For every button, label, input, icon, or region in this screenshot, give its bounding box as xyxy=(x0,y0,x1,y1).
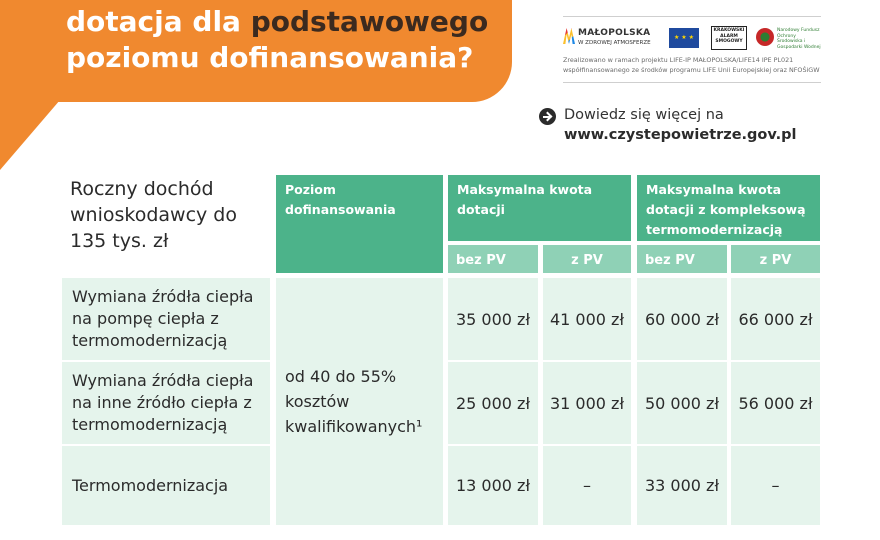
eu-flag-logo xyxy=(669,28,699,48)
value-r1-kompleks-bez-pv: 60 000 zł xyxy=(637,278,727,360)
krakowski-alarm-text: KRAKOWSKI ALARM SMOGOWY xyxy=(713,28,745,44)
header-poziom: Poziom dofinansowania xyxy=(276,175,443,273)
bubble-tail xyxy=(0,100,60,170)
malopolska-tagline: W ZDROWEJ ATMOSFERZE xyxy=(578,40,651,46)
subheader-z-pv-2: z PV xyxy=(731,245,820,273)
partner-divider-bottom xyxy=(563,82,821,83)
heading-line1-normal: dotacja dla xyxy=(66,5,251,38)
value-r3-kompleks-bez-pv: 33 000 zł xyxy=(637,446,727,525)
value-r2-z-pv: 31 000 zł xyxy=(543,362,631,444)
value-r2-bez-pv: 25 000 zł xyxy=(448,362,538,444)
nfosigw-logo xyxy=(756,26,821,52)
table-title: Roczny dochód wnioskodawcy do 135 tys. zł xyxy=(70,178,237,252)
malopolska-name: MAŁOPOLSKA xyxy=(578,28,651,38)
arrow-right-icon xyxy=(539,108,556,125)
value-r1-kompleks-z-pv: 66 000 zł xyxy=(731,278,820,360)
value-r3-z-pv: – xyxy=(543,446,631,525)
value-r3-bez-pv: 13 000 zł xyxy=(448,446,538,525)
row-label-pompa: Wymiana źródła ciepła na pompę ciepła z termomodernizacją xyxy=(62,278,270,360)
row-label-inne-zrodlo: Wymiana źródła ciepła na inne źródło ciepła z termomodernizacją xyxy=(62,362,270,444)
krakowski-alarm-logo xyxy=(711,26,747,50)
partner-divider-top xyxy=(563,16,821,17)
poziom-value: od 40 do 55% kosztów kwalifikowanych¹ xyxy=(276,278,443,525)
partner-funding-text: Zrealizowano w ramach projektu LIFE-IP MAŁOPOLSKA/LIFE14 IPE PL021 współfinansowanego ze środków programu LIFE Unii Europejskiej oraz NFOŚiGW xyxy=(563,56,820,74)
subheader-bez-pv-2: bez PV xyxy=(637,245,727,273)
nfosigw-mark-icon xyxy=(756,28,774,46)
heading-line1-emphasis: podstawowego xyxy=(250,5,489,38)
row-label-termomodernizacja: Termomodernizacja xyxy=(62,446,270,525)
eu-stars-icon: ★ ★ ★ xyxy=(674,34,694,41)
heading-line2: poziomu dofinansowania? xyxy=(66,41,474,74)
header-max-kwota-kompleks: Maksymalna kwota dotacji z kompleksową termomodernizacją xyxy=(637,175,820,241)
malopolska-logo xyxy=(563,26,663,52)
value-r1-z-pv: 41 000 zł xyxy=(543,278,631,360)
learn-more-label: Dowiedz się więcej na xyxy=(564,107,724,123)
value-r1-bez-pv: 35 000 zł xyxy=(448,278,538,360)
website-link[interactable]: www.czystepowietrze.gov.pl xyxy=(564,127,797,143)
partner-logos xyxy=(563,26,821,52)
header-max-kwota: Maksymalna kwota dotacji xyxy=(448,175,631,241)
value-r3-kompleks-z-pv: – xyxy=(731,446,820,525)
nfosigw-text: Narodowy Fundusz Ochrony Środowiska i Gospodarki Wodnej xyxy=(777,28,821,50)
malopolska-mark-icon xyxy=(563,28,575,44)
subheader-z-pv-1: z PV xyxy=(543,245,631,273)
subheader-bez-pv-1: bez PV xyxy=(448,245,538,273)
value-r2-kompleks-z-pv: 56 000 zł xyxy=(731,362,820,444)
value-r2-kompleks-bez-pv: 50 000 zł xyxy=(637,362,727,444)
bubble-heading xyxy=(66,4,506,76)
